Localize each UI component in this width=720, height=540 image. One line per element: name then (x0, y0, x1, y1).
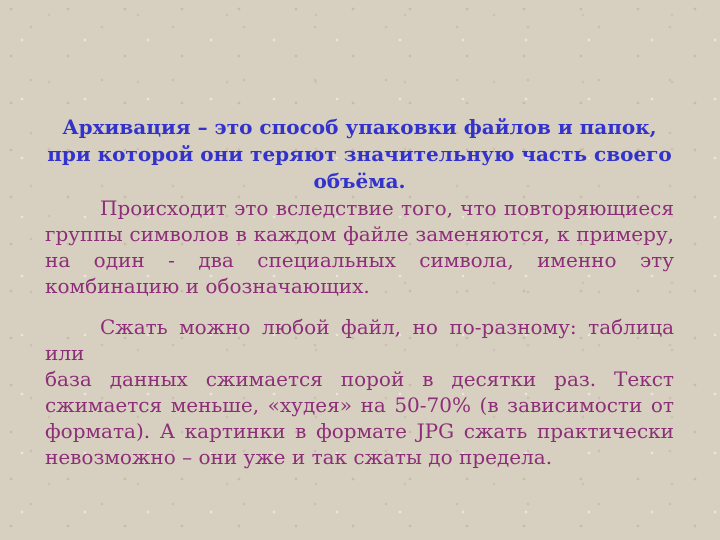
paragraph-1-line-2: группы символов в каждом файле заменяются, к примеру, (45, 222, 674, 246)
slide-title (45, 114, 674, 195)
title-line-1: Архивация – это способ упаковки файлов и папок, (62, 115, 657, 139)
paragraph-1-line-3: на один - два специальных символа, именно эту (45, 248, 674, 272)
paragraph-1-line-1: Происходит это вследствие того, что повторяющиеся (100, 196, 674, 220)
paragraph-1-line-4: комбинацию и обозначающих. (45, 274, 370, 298)
paragraph-2-line-2: база данных сжимается порой в десятки раз. Текст (45, 367, 674, 391)
slide-text-block (45, 114, 674, 470)
paragraph-2-line-3: сжимается меньше, «худея» на 50-70% (в зависимости от (45, 393, 674, 417)
paragraph-2-line-4: формата). А картинки в формате JPG сжать практически (45, 419, 674, 443)
title-line-3: объёма. (313, 169, 406, 193)
body-paragraph-1 (45, 195, 674, 299)
paragraph-2-line-1: Сжать можно любой файл, но по-разному: таблица или (45, 315, 674, 365)
title-line-2: при которой они теряют значительную часть своего (47, 142, 672, 166)
paragraph-2-line-5: невозможно – они уже и так сжаты до предела. (45, 445, 553, 469)
body-paragraph-2 (45, 314, 674, 470)
